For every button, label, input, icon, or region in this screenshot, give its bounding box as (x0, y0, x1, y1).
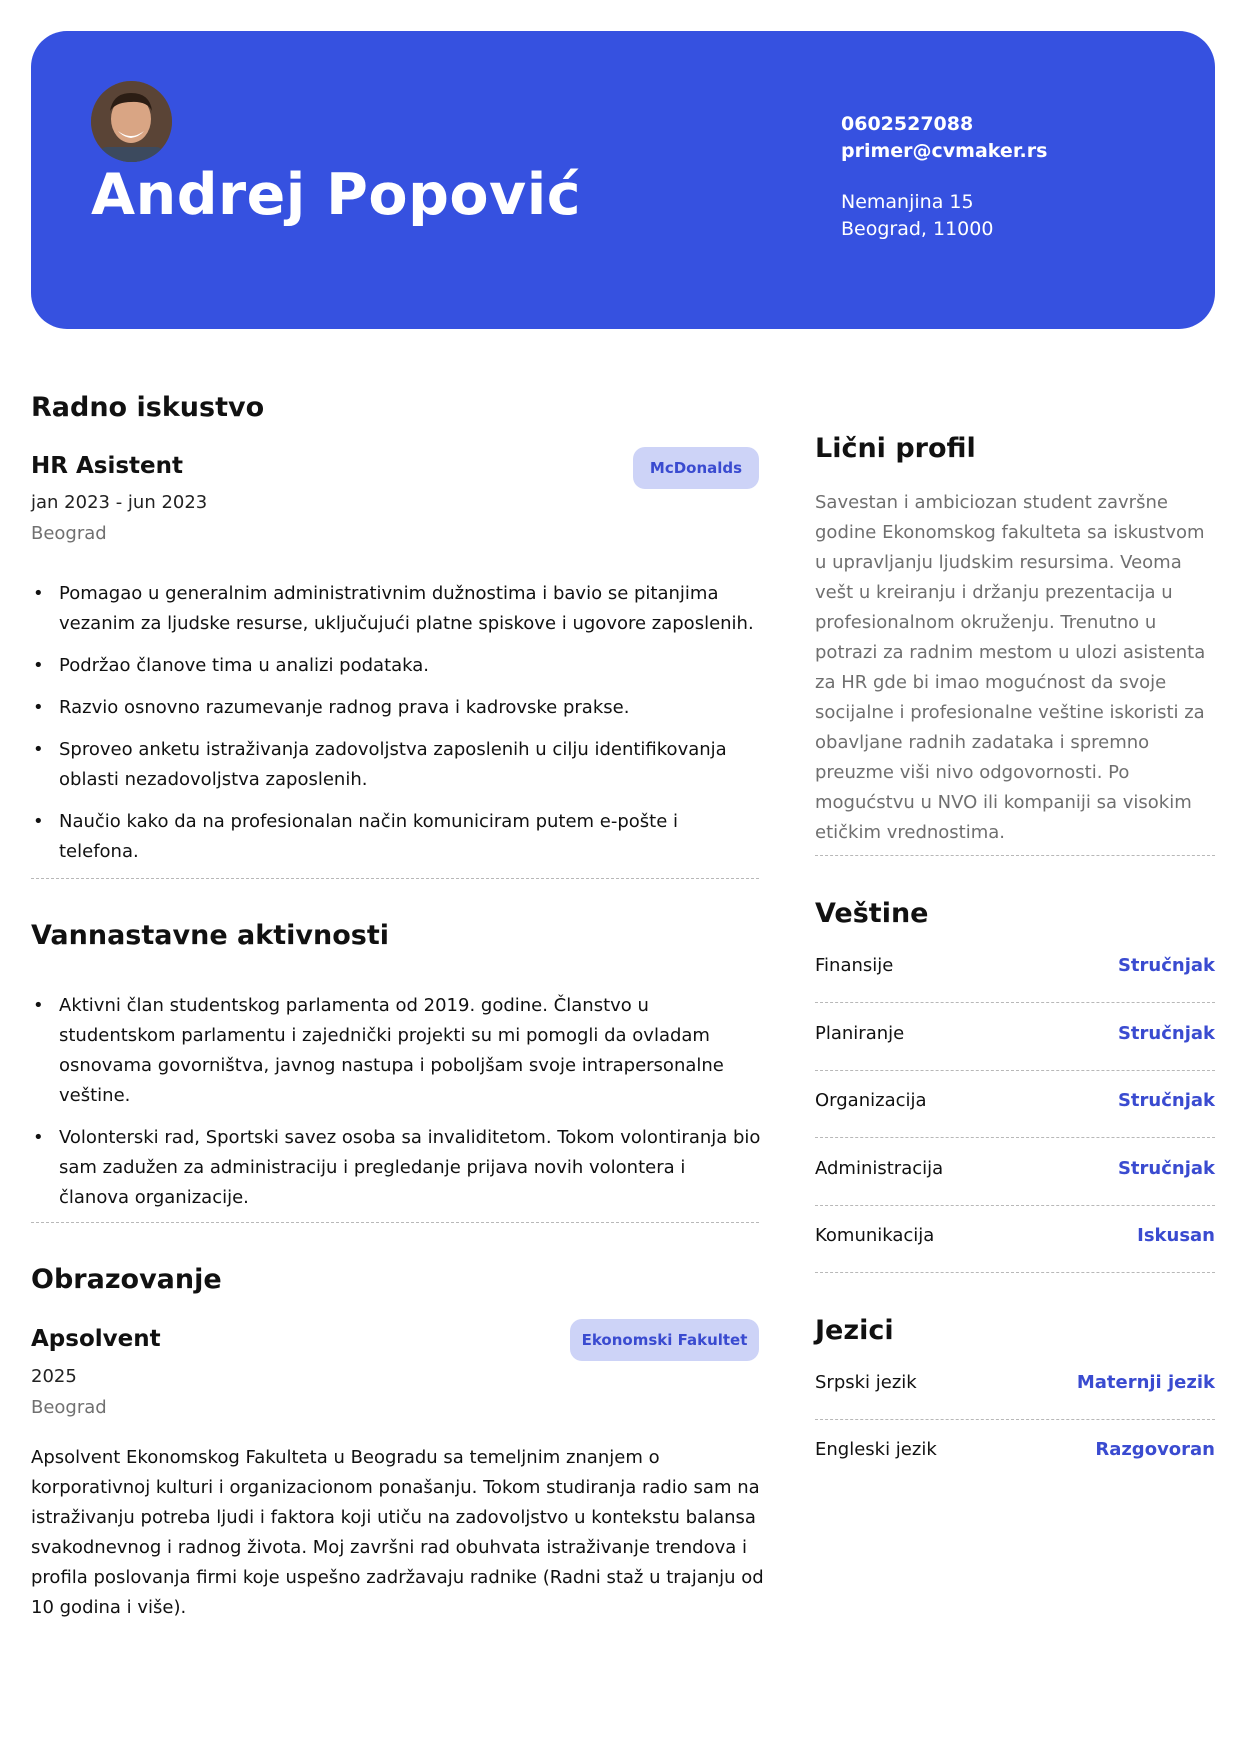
candidate-name: Andrej Popović (91, 162, 582, 228)
education-heading: Obrazovanje (31, 1264, 222, 1295)
company-badge: McDonalds (633, 447, 759, 489)
skill-level: Iskusan (1137, 1225, 1215, 1246)
email-address[interactable]: primer@cvmaker.rs (841, 140, 1048, 162)
language-name: Engleski jezik (815, 1439, 937, 1460)
skill-name: Organizacija (815, 1090, 927, 1111)
skill-level: Stručnjak (1117, 1023, 1215, 1044)
section-divider (31, 878, 759, 879)
activities-bullet-list (31, 991, 761, 1225)
skill-level: Stručnjak (1117, 955, 1215, 976)
list-item: • Podržao članove tima u analizi podataka. (31, 651, 761, 681)
list-item: • Naučio kako da na profesionalan način komuniciram putem e-pošte i telefona. (31, 807, 761, 867)
section-divider (31, 1222, 759, 1223)
skill-level: Stručnjak (1117, 1158, 1215, 1179)
job-title: HR Asistent (31, 453, 183, 479)
skill-name: Finansije (815, 955, 894, 976)
job-location: Beograd (31, 523, 107, 544)
language-row (815, 1419, 1215, 1487)
job-dates: jan 2023 - jun 2023 (31, 492, 208, 513)
profile-heading: Lični profil (815, 433, 976, 464)
skills-heading: Veštine (815, 898, 929, 929)
school-badge: Ekonomski Fakultet (570, 1319, 759, 1361)
skill-name: Administracija (815, 1158, 944, 1179)
education-location: Beograd (31, 1397, 107, 1418)
education-description: Apsolvent Ekonomskog Fakulteta u Beogradu sa temeljnim znanjem o korporativnoj kulturi i organizacionom ponašanju. Tokom studiranja radio sam na istraživanju potreba ljudi i faktora koji utiču na zadovoljstvo u kontekstu balansa svakodnevnog i radnog života. Moj završni rad obuhvata istraživanje trendova i profila poslovanja firmi koje uspešno zadržavaju radnike (Radni staž u trajanju od 10 godina i više). (31, 1447, 764, 1618)
list-item: • Sproveo anketu istraživanja zadovoljstva zaposlenih u cilju identifikovanja oblasti nezadovoljstva zaposlenih. (31, 735, 761, 795)
address-line2: Beograd, 11000 (841, 218, 994, 240)
list-item: • Volonterski rad, Sportski savez osoba sa invaliditetom. Tokom volontiranja bio sam zadužen za administraciju i pregledanje prijava novih volontera i članova organizacije. (31, 1123, 761, 1213)
skill-level: Stručnjak (1117, 1090, 1215, 1111)
skill-row (815, 1070, 1215, 1138)
language-level: Razgovoran (1095, 1439, 1215, 1460)
skill-row (815, 1138, 1215, 1206)
language-level: Maternji jezik (1076, 1372, 1215, 1393)
experience-heading: Radno iskustvo (31, 392, 265, 423)
language-row (815, 1352, 1215, 1420)
address-line1: Nemanjina 15 (841, 191, 974, 213)
list-item: • Razvio osnovno razumevanje radnog prava i kadrovske prakse. (31, 693, 761, 723)
list-item: • Aktivni član studentskog parlamenta od 2019. godine. Članstvo u studentskom parlamentu i zajednički projekti su mi pomogli da ovladam osnovama govorništva, javnog nastupa i poboljšam svoje intrapersonalne veštine. (31, 991, 761, 1111)
phone-number[interactable]: 0602527088 (841, 113, 974, 135)
language-name: Srpski jezik (815, 1372, 917, 1393)
avatar (91, 81, 172, 162)
skill-name: Komunikacija (815, 1225, 935, 1246)
education-title: Apsolvent (31, 1326, 161, 1352)
profile-text: Savestan i ambiciozan student završne godine Ekonomskog fakulteta sa iskustvom u upravljanju ljudskim resursima. Veoma vešt u kreiranju i držanju prezentacija u profesionalnom okruženju. Trenutno u potrazi za radnim mestom u ulozi asistenta za HR gde bi imao mogućnost da svoje socijalne i profesionalne veštine iskoristi za obavljane radnih zadataka i spremno preuzme viši nivo odgovornosti. Po mogućstvu u NVO ili kompaniji sa visokim etičkim vrednostima. (815, 492, 1206, 843)
education-year: 2025 (31, 1366, 77, 1387)
activities-heading: Vannastavne aktivnosti (31, 920, 389, 951)
skill-row (815, 1003, 1215, 1071)
list-item: • Pomagao u generalnim administrativnim dužnostima i bavio se pitanjima vezanim za ljudske resurse, uključujući platne spiskove i ugovore zaposlenih. (31, 579, 761, 639)
skill-row (815, 935, 1215, 1003)
section-divider (815, 855, 1215, 856)
skill-row (815, 1205, 1215, 1273)
languages-heading: Jezici (815, 1315, 894, 1346)
profile-photo (91, 81, 172, 162)
skill-name: Planiranje (815, 1023, 905, 1044)
experience-bullet-list (31, 579, 761, 879)
